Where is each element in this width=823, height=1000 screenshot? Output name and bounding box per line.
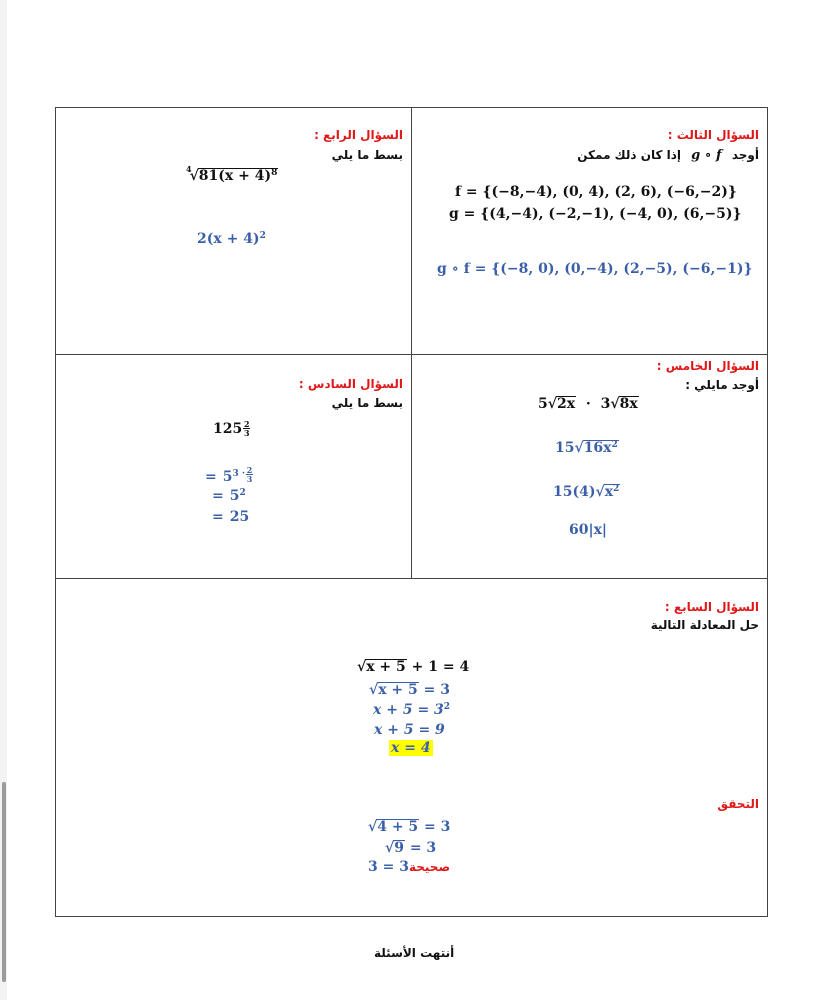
q7-c2-tail: = 3 bbox=[409, 840, 437, 856]
q7-check3 bbox=[368, 859, 450, 875]
q6-base: 125 bbox=[213, 421, 243, 437]
q6-exp-num: 2 bbox=[243, 419, 250, 429]
q7-s2-exp: 2 bbox=[443, 702, 451, 712]
q5-dot: · bbox=[585, 396, 591, 412]
q7-eq-rad: x + 5 bbox=[366, 659, 406, 675]
q3-prompt-word: أوجد bbox=[731, 148, 759, 162]
q7-s1-rad: x + 5 bbox=[378, 682, 418, 698]
q7-s2-base: x + 5 = 3 bbox=[373, 702, 444, 718]
radical-icon: √ bbox=[189, 168, 199, 184]
q5-step1-rad-exp: 2 bbox=[611, 440, 618, 450]
q3-g-def: g = {(4,−4), (−2,−1), (−4, 0), (6,−5)} bbox=[449, 206, 742, 222]
q3-title: السؤال الثالث : bbox=[667, 128, 759, 142]
q6-step2-exp: 2 bbox=[239, 488, 246, 498]
q4-radicand-exp: 8 bbox=[271, 168, 278, 178]
radical-icon: √ bbox=[547, 396, 557, 412]
q6-step2 bbox=[212, 488, 246, 504]
q7-equation bbox=[357, 659, 469, 675]
q6-step1-base: 5 bbox=[222, 469, 233, 485]
q4-root-index: 4 bbox=[186, 164, 192, 174]
q4-answer-exp: 2 bbox=[259, 231, 266, 241]
q5-step2-coef: 15(4) bbox=[553, 484, 596, 500]
q5-step2-rad bbox=[604, 484, 621, 500]
q5-b-coef: 3 bbox=[600, 396, 611, 412]
q5-a-coef: 5 bbox=[538, 396, 548, 412]
q6-step3-eq: = bbox=[212, 509, 224, 525]
q7-title: السؤال السابع : bbox=[664, 600, 759, 614]
q5-step1-coef: 15 bbox=[555, 440, 575, 456]
q6-expression bbox=[213, 420, 250, 437]
q7-eq-tail: + 1 = 4 bbox=[411, 659, 470, 675]
q7-c3-rhs: = 3 bbox=[368, 859, 395, 875]
q5-step2 bbox=[553, 484, 620, 500]
q7-step3: x + 5 = 9 bbox=[374, 722, 445, 738]
q6-exp-fraction bbox=[243, 420, 250, 437]
q5-answer: 60|x| bbox=[569, 522, 608, 538]
q5-expression bbox=[538, 396, 639, 412]
radical-icon: √ bbox=[385, 840, 395, 856]
q7-c2-rad: 9 bbox=[394, 840, 404, 856]
q6-step1-exp-a: 3 · bbox=[232, 469, 246, 479]
q7-c3-word: صحيحة bbox=[408, 860, 451, 874]
q5-a-rad: 2x bbox=[556, 396, 576, 412]
q6-title: السؤال السادس : bbox=[298, 377, 403, 391]
q7-check1 bbox=[368, 819, 450, 835]
q3-prompt-tail: إذا كان ذلك ممكن bbox=[577, 148, 681, 162]
q7-prompt: حل المعادلة التالية bbox=[650, 618, 759, 632]
q5-title: السؤال الخامس : bbox=[656, 359, 759, 373]
q7-s4-highlight: x = 4 bbox=[391, 740, 431, 756]
q7-c1-tail: = 3 bbox=[424, 819, 451, 835]
q4-expression bbox=[186, 164, 278, 184]
q4-answer-base: 2(x + 4) bbox=[197, 231, 260, 247]
q5-step2-rad-base: x bbox=[604, 484, 614, 500]
radical-icon: √ bbox=[368, 819, 378, 835]
q3-f-def: f = {(−8,−4), (0, 4), (2, 6), (−6,−2)} bbox=[455, 184, 737, 200]
q6-step1-exp-den: 3 bbox=[246, 474, 253, 484]
radical-icon: √ bbox=[595, 484, 605, 500]
q6-step1-exp-fraction bbox=[246, 466, 253, 483]
q5-step1-rad bbox=[583, 440, 619, 456]
q6-step3 bbox=[212, 509, 249, 525]
q5-b-rad: 8x bbox=[619, 396, 638, 412]
q6-step2-base: 5 bbox=[229, 488, 240, 504]
q7-c1-rad: 4 + 5 bbox=[377, 819, 419, 835]
q4-title: السؤال الرابع : bbox=[314, 128, 403, 142]
q6-step1 bbox=[205, 466, 253, 485]
radical-icon: √ bbox=[369, 682, 379, 698]
q7-check2 bbox=[385, 840, 436, 856]
q6-prompt: بسط ما يلي bbox=[331, 396, 403, 410]
q7-c3-lhs: 3 bbox=[399, 859, 409, 875]
q3-prompt bbox=[577, 148, 759, 163]
q5-step1 bbox=[555, 440, 619, 456]
q3-answer: g ∘ f = {(−8, 0), (0,−4), (2,−5), (−6,−1)} bbox=[437, 261, 753, 277]
radical-icon: √ bbox=[610, 396, 620, 412]
q5-prompt: أوجد مايلي : bbox=[685, 378, 759, 392]
radical-icon: √ bbox=[357, 659, 367, 675]
q7-s1-tail: = 3 bbox=[423, 682, 451, 698]
radical-icon: √ bbox=[574, 440, 584, 456]
q7-step2 bbox=[373, 702, 450, 718]
q3-prompt-math: g ∘ f bbox=[691, 148, 722, 163]
q6-step3-val: 25 bbox=[229, 509, 250, 525]
q7-check-title: التحقق bbox=[717, 797, 759, 811]
q4-radicand-base: 81(x + 4) bbox=[198, 168, 272, 184]
q5-step1-rad-base: 16x bbox=[583, 440, 612, 456]
q7-step4 bbox=[389, 740, 433, 756]
scrollbar-track[interactable] bbox=[0, 0, 7, 1000]
scrollbar-thumb[interactable] bbox=[2, 782, 6, 982]
q5-step2-rad-exp: 2 bbox=[613, 484, 620, 494]
q4-answer bbox=[197, 231, 266, 247]
q6-exp-den: 3 bbox=[243, 428, 250, 438]
q6-step2-eq: = bbox=[212, 488, 224, 504]
cell-q3 bbox=[411, 107, 768, 355]
q4-prompt: بسط ما يلي bbox=[331, 148, 403, 162]
q6-step1-exp-num: 2 bbox=[246, 465, 253, 475]
q6-step1-eq: = bbox=[205, 469, 217, 485]
q7-step1 bbox=[369, 682, 450, 698]
q4-radicand bbox=[198, 168, 279, 184]
footer-end-text: أنتهت الأسئلة bbox=[374, 946, 455, 960]
